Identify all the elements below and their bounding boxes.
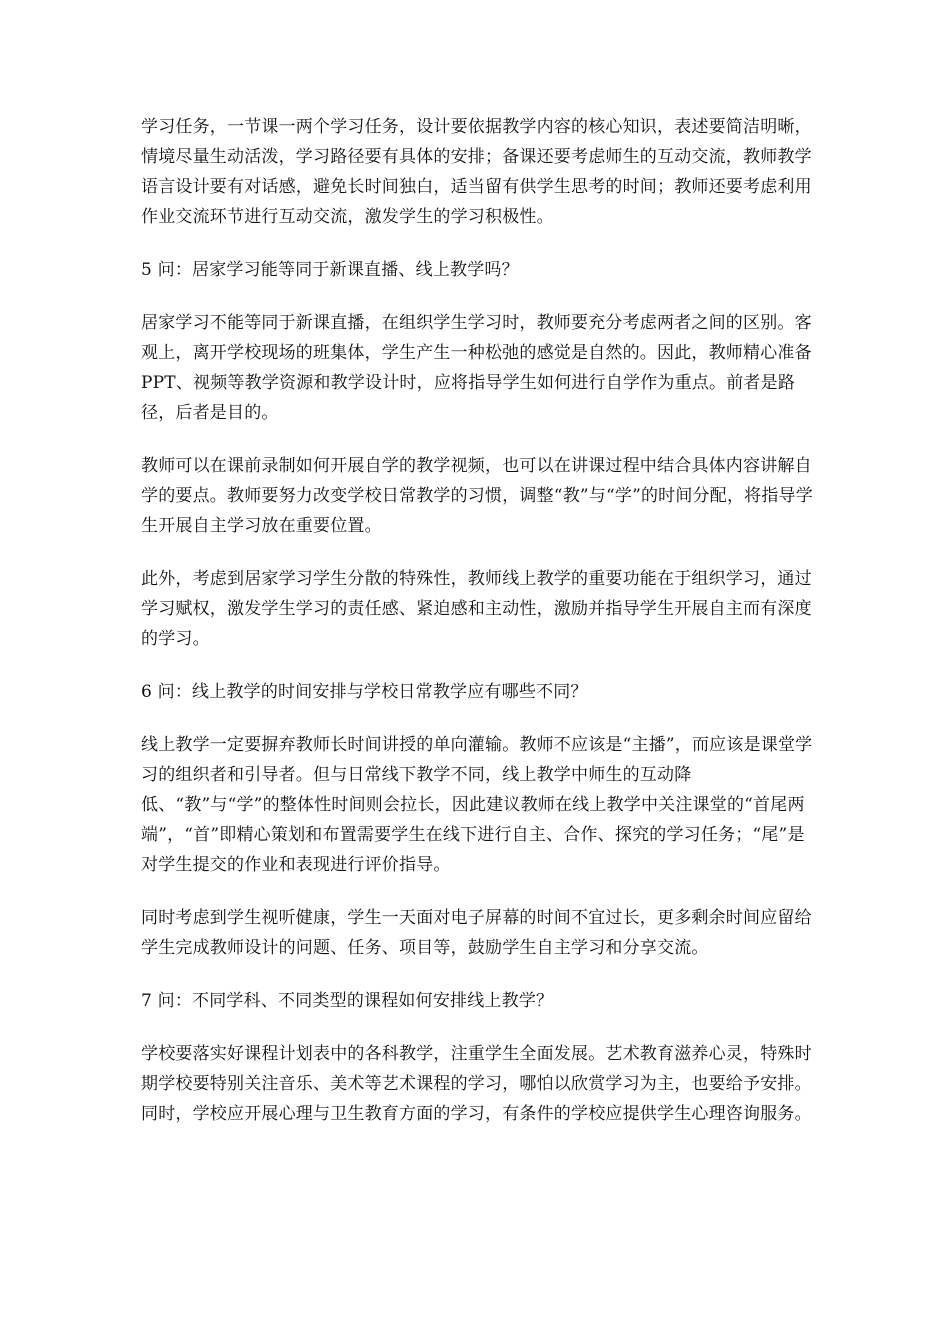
paragraph-screen-health: 同时考虑到学生视听健康，学生一天面对电子屏幕的时间不宜过长，更多剩余时间应留给学生完成教师设计的问题、任务、项目等，鼓励学生自主学习和分享交流。 <box>141 908 812 958</box>
question-6-heading: 6 问：线上教学的时间安排与学校日常教学应有哪些不同？ <box>141 682 588 702</box>
document-body <box>141 112 821 1152</box>
paragraph-task-design: 学习任务，一节课一两个学习任务，设计要依据教学内容的核心知识，表述要简洁明晰，情境尽量生动活泼，学习路径要有具体的安排；备课还要考虑师生的互动交流，教师教学语言设计要有对话感，避免长时间独白，适当留有供学生思考的时间；教师还要考虑利用作业交流环节进行互动交流，激发学生的学习积极性。 <box>141 117 812 227</box>
paragraph-home-learning: 居家学习不能等同于新课直播，在组织学生学习时，教师要充分考虑两者之间的区别。客观上，离开学校现场的班集体，学生产生一种松弛的感觉是自然的。因此，教师精心准备 PPT、视频等教学资源和教学设计时，应将指导学生如何进行自学作为重点。前者是路径，后者是目的。 <box>141 313 812 423</box>
question-5-heading: 5 问：居家学习能等同于新课直播、线上教学吗？ <box>141 260 519 280</box>
paragraph-self-study-video: 教师可以在课前录制如何开展自学的教学视频，也可以在讲课过程中结合具体内容讲解自学的要点。教师要努力改变学校日常教学的习惯，调整“教”与“学”的时间分配，将指导学生开展自主学习放在重要位置。 <box>141 456 813 536</box>
paragraph-subject-arrangement: 学校要落实好课程计划表中的各科教学，注重学生全面发展。艺术教育滋养心灵，特殊时期学校要特别关注音乐、美术等艺术课程的学习，哪怕以欣赏学习为主，也要给予安排。同时，学校应开展心理与卫生教育方面的学习，有条件的学校应提供学生心理咨询服务。 <box>141 1044 812 1124</box>
paragraph-time-arrangement: 线上教学一定要摒弃教师长时间讲授的单向灌输。教师不应该是“主播”，而应该是课堂学习的组织者和引导者。但与日常线下教学不同，线上教学中师生的互动降低、“教”与“学”的整体性时间则会拉长，因此建议教师在线上教学中关注课堂的“首尾两端”，“首”即精心策划和布置需要学生在线下进行自主、合作、探究的学习任务；“尾”是对学生提交的作业和表现进行评价指导。 <box>141 735 813 875</box>
question-7-heading: 7 问：不同学科、不同类型的课程如何安排线上教学？ <box>141 991 554 1011</box>
paragraph-online-function: 此外，考虑到居家学习学生分散的特殊性，教师线上教学的重要功能在于组织学习，通过学习赋权，激发学生学习的责任感、紧迫感和主动性，激励并指导学生开展自主而有深度的学习。 <box>141 569 812 649</box>
